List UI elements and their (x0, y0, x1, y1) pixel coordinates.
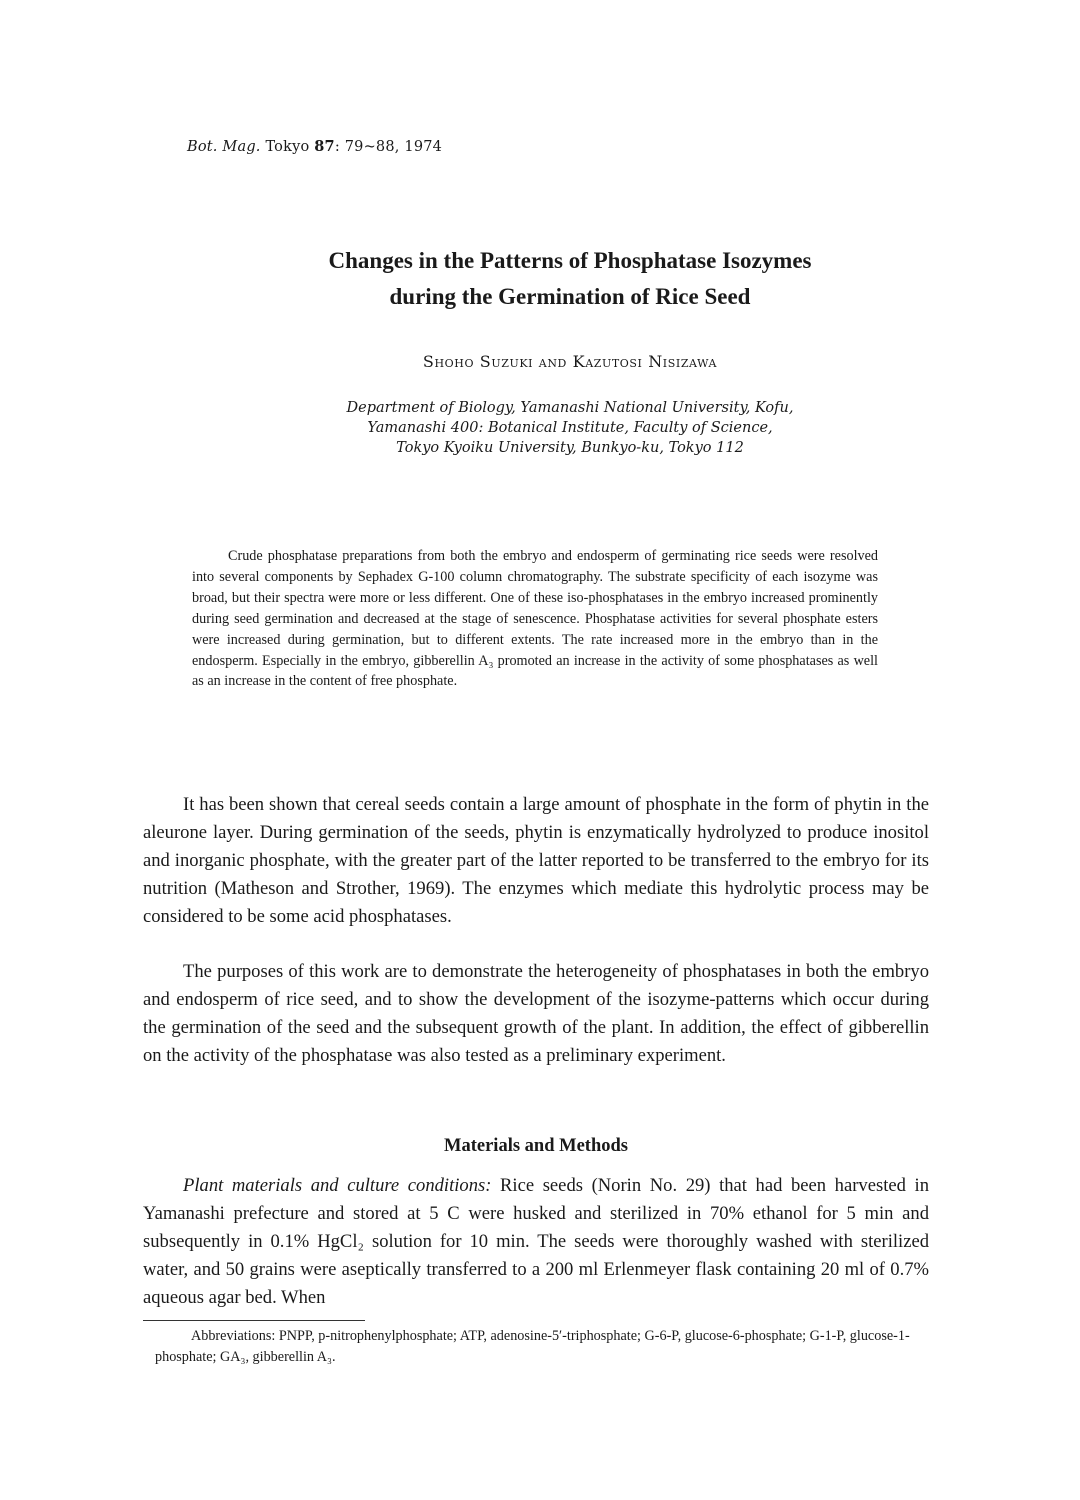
abstract: Crude phosphatase preparations from both the embryo and endosperm of germinating rice seeds were resolved into several components by Sephadex G-100 column chromatography. The substrate specificity of each isozyme was broad, but their spectra were more or less different. One of these iso-phosphatases in the embryo increased prominently during seed germination and decreased at the stage of senescence. Phosphatase activities for several phosphate esters were increased during germination, but to different extents. The rate increased more in the embryo than in the endosperm. Especially in the embryo, gibberellin A₃ promoted an increase in the activity of some phosphatases as well as an increase in the content of free phosphate. (192, 548, 878, 690)
affiliation-line-1: Department of Biology, Yamanashi National University, Kofu, (346, 400, 794, 416)
affiliation (140, 398, 1000, 458)
intro-paragraph-2 (143, 958, 929, 1070)
footnote: Abbreviations: PNPP, p-nitrophenylphosphate; ATP, adenosine-5′-triphosphate; G-6-P, glucose-6-phosphate; G-1-P, glucose-1-phosphate; GA₃, gibberellin A₃. (155, 1328, 910, 1365)
title-line-2: during the Germination of Rice Seed (389, 284, 751, 309)
affiliation-line-3: Tokyo Kyoiku University, Bunkyo-ku, Tokyo 112 (396, 440, 744, 456)
journal-name: Bot. Mag. (187, 139, 261, 155)
affiliation-line-2: Yamanashi 400: Botanical Institute, Faculty of Science, (367, 420, 773, 436)
methods-paragraph-text (143, 1172, 929, 1312)
journal-pages: : 79~88, 1974 (334, 139, 443, 155)
paper-title (140, 243, 1000, 315)
intro-paragraph-2-text: The purposes of this work are to demonstrate the heterogeneity of phosphatases in both the embryo and endosperm of rice seed, and to show the development of the isozyme-patterns which occur during the germination of the seed and the subsequent growth of the plant. In addition, the effect of gibberellin on the activity of the phosphatase was also tested as a preliminary experiment. (143, 961, 929, 1066)
methods-lead: Plant materials and culture conditions: (183, 1175, 492, 1196)
methods-text: Rice seeds (Norin No. 29) that had been harvested in Yamanashi prefecture and stored at 5 C were husked and sterilized in 70% ethanol for 5 min and subsequently in 0.1% HgCl₂ solution for 10 min. The seeds were thoroughly washed with sterilized water, and 50 grains were aseptically transferred to a 200 ml Erlenmeyer flask containing 20 ml of 0.7% aqueous agar bed. When (143, 1175, 929, 1308)
journal-citation (187, 138, 442, 155)
authors: Shoho Suzuki and Kazutosi Nisizawa (422, 352, 718, 371)
intro-paragraph-1 (143, 791, 929, 931)
methods-paragraph (143, 1172, 929, 1312)
journal-city: Tokyo (265, 139, 310, 155)
title-line-1: Changes in the Patterns of Phosphatase Isozymes (328, 248, 812, 273)
footnote-divider (143, 1320, 365, 1321)
intro-paragraph-1-text: It has been shown that cereal seeds contain a large amount of phosphate in the form of phytin in the aleurone layer. During germination of the seeds, phytin is enzymatically hydrolyzed to produce inositol and inorganic phosphate, with the greater part of the latter reported to be transferred to the embryo for its nutrition (Matheson and Strother, 1969). The enzymes which mediate this hydrolytic process may be considered to be some acid phosphatases. (143, 794, 929, 927)
journal-volume: 87 (314, 138, 335, 155)
section-heading: Materials and Methods (444, 1136, 628, 1156)
